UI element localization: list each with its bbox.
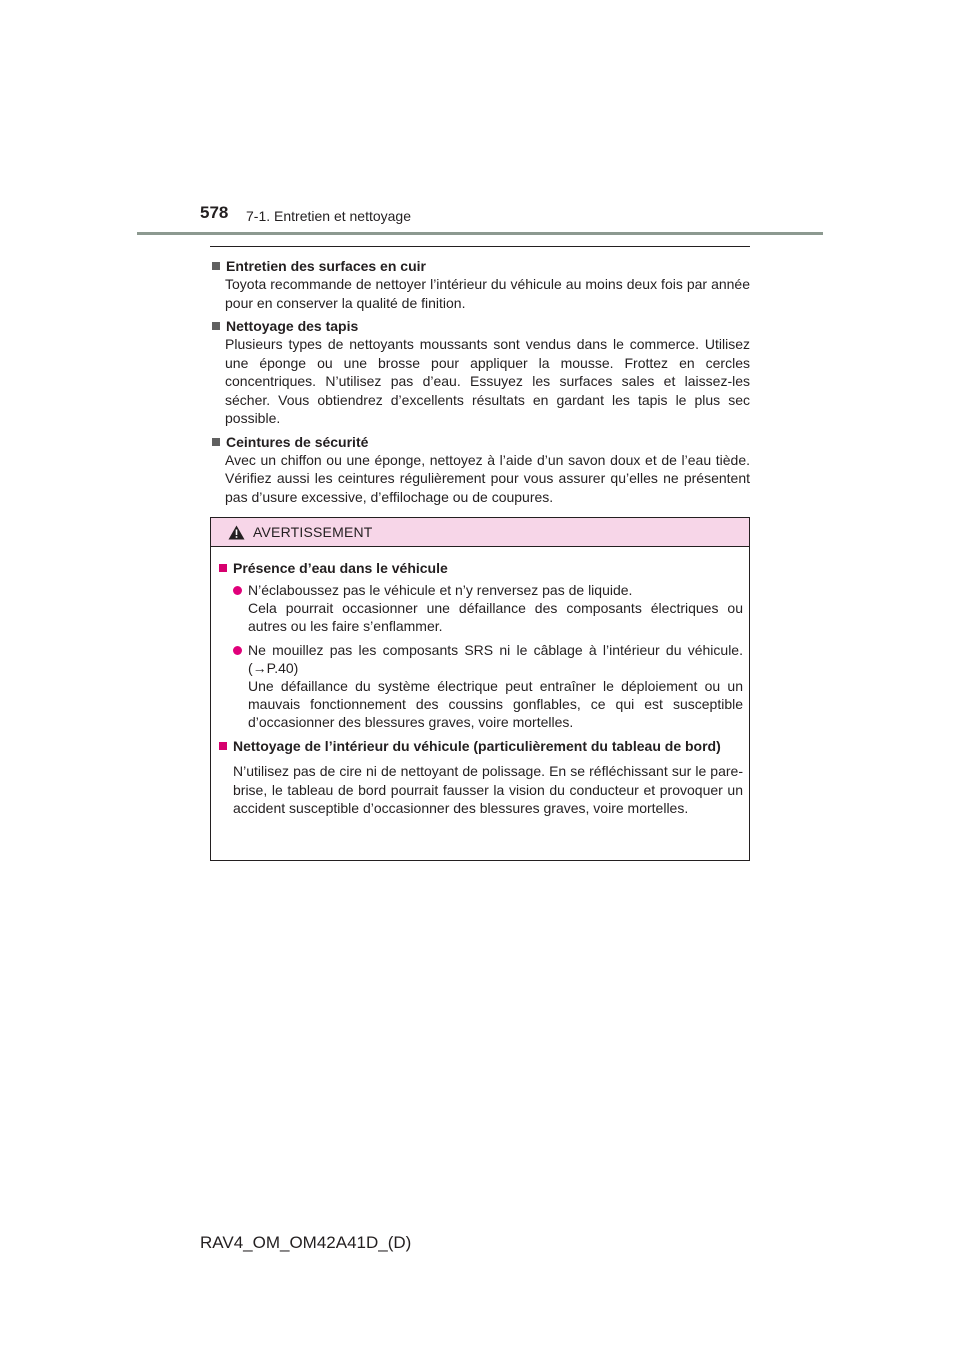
circle-bullet-icon (233, 586, 242, 595)
warning-section-title-text: Nettoyage de l’intérieur du véhicule (particulièrement du tableau de bord) (233, 738, 721, 754)
item-title-text: Ceintures de sécurité (226, 433, 369, 450)
item-seatbelts (210, 433, 750, 507)
section-title: 7-1. Entretien et nettoyage (246, 208, 411, 224)
content (210, 246, 750, 511)
document-code: RAV4_OM_OM42A41D_(D) (200, 1233, 412, 1252)
warning-bullet (233, 581, 743, 635)
warning-label: AVERTISSEMENT (253, 524, 373, 540)
item-title (210, 433, 750, 451)
warning-section-title (218, 737, 743, 755)
square-bullet-icon (212, 322, 220, 330)
warning-section-title-text: Présence d’eau dans le véhicule (233, 560, 448, 576)
warning-bullet (233, 641, 743, 731)
item-leather (210, 257, 750, 312)
item-body: Avec un chiffon ou une éponge, nettoyez à l’aide d’un savon doux et de l’eau tiède. Vérifiez aussi les ceintures régulièrement pour vous assurer qu’elles ne présentent pas d’usure excessive, d’effilochage ou de coupures. (225, 451, 750, 505)
warning-body (211, 547, 749, 818)
bullet-line: N’éclaboussez pas le véhicule et n’y renversez pas de liquide. (248, 582, 633, 598)
item-title (210, 317, 750, 335)
warning-box (210, 517, 750, 861)
item-body: Plusieurs types de nettoyants moussants sont vendus dans le commerce. Utilisez une éponge ou une brosse pour appliquer la mousse. Frottez en cercles concentriques. N’utilisez pas d’eau. Essuyez les surfaces sales et laissez-les sécher. Vous obtiendrez d’excellents résultats en gardant les tapis le plus sec possible. (225, 336, 750, 426)
bullet-line: Une défaillance du système électrique peut entraîner le déploiement ou un mauvais fonctionnement des coussins gonflables, ce qui est susceptible d’occasionner des blessures graves, voire mortelles. (248, 678, 743, 730)
page-number: 578 (200, 203, 229, 222)
bullet-line: Cela pourrait occasionner une défaillance des composants électriques ou autres ou les faire s’enflammer. (248, 600, 743, 634)
bullet-text (248, 641, 743, 731)
bullet-line: Ne mouillez pas les composants SRS ni le câblage à l’intérieur du véhicule. (→P.40) (248, 642, 743, 676)
warning-paragraph: N’utilisez pas de cire ni de nettoyant de polissage. En se réfléchissant sur le pare-brise, le tableau de bord pourrait fausser la vision du conducteur et provoquer un accident susceptible d’occasionner des blessures graves, voire mortelles. (233, 763, 743, 816)
warning-triangle-icon (228, 525, 245, 540)
square-bullet-icon (219, 564, 227, 572)
square-bullet-icon (219, 742, 227, 750)
item-title (210, 257, 750, 275)
warning-section-title (218, 559, 743, 577)
bullet-text (248, 581, 743, 635)
item-title-text: Entretien des surfaces en cuir (226, 258, 426, 274)
circle-bullet-icon (233, 646, 242, 655)
item-body: Toyota recommande de nettoyer l’intérieur du véhicule au moins deux fois par année pour en conserver la qualité de finition. (225, 276, 750, 311)
square-bullet-icon (212, 262, 220, 270)
item-carpet (210, 317, 750, 428)
item-title-text: Nettoyage des tapis (226, 318, 359, 334)
warning-header (211, 518, 749, 547)
square-bullet-icon (212, 438, 220, 446)
header-rule (137, 232, 823, 235)
